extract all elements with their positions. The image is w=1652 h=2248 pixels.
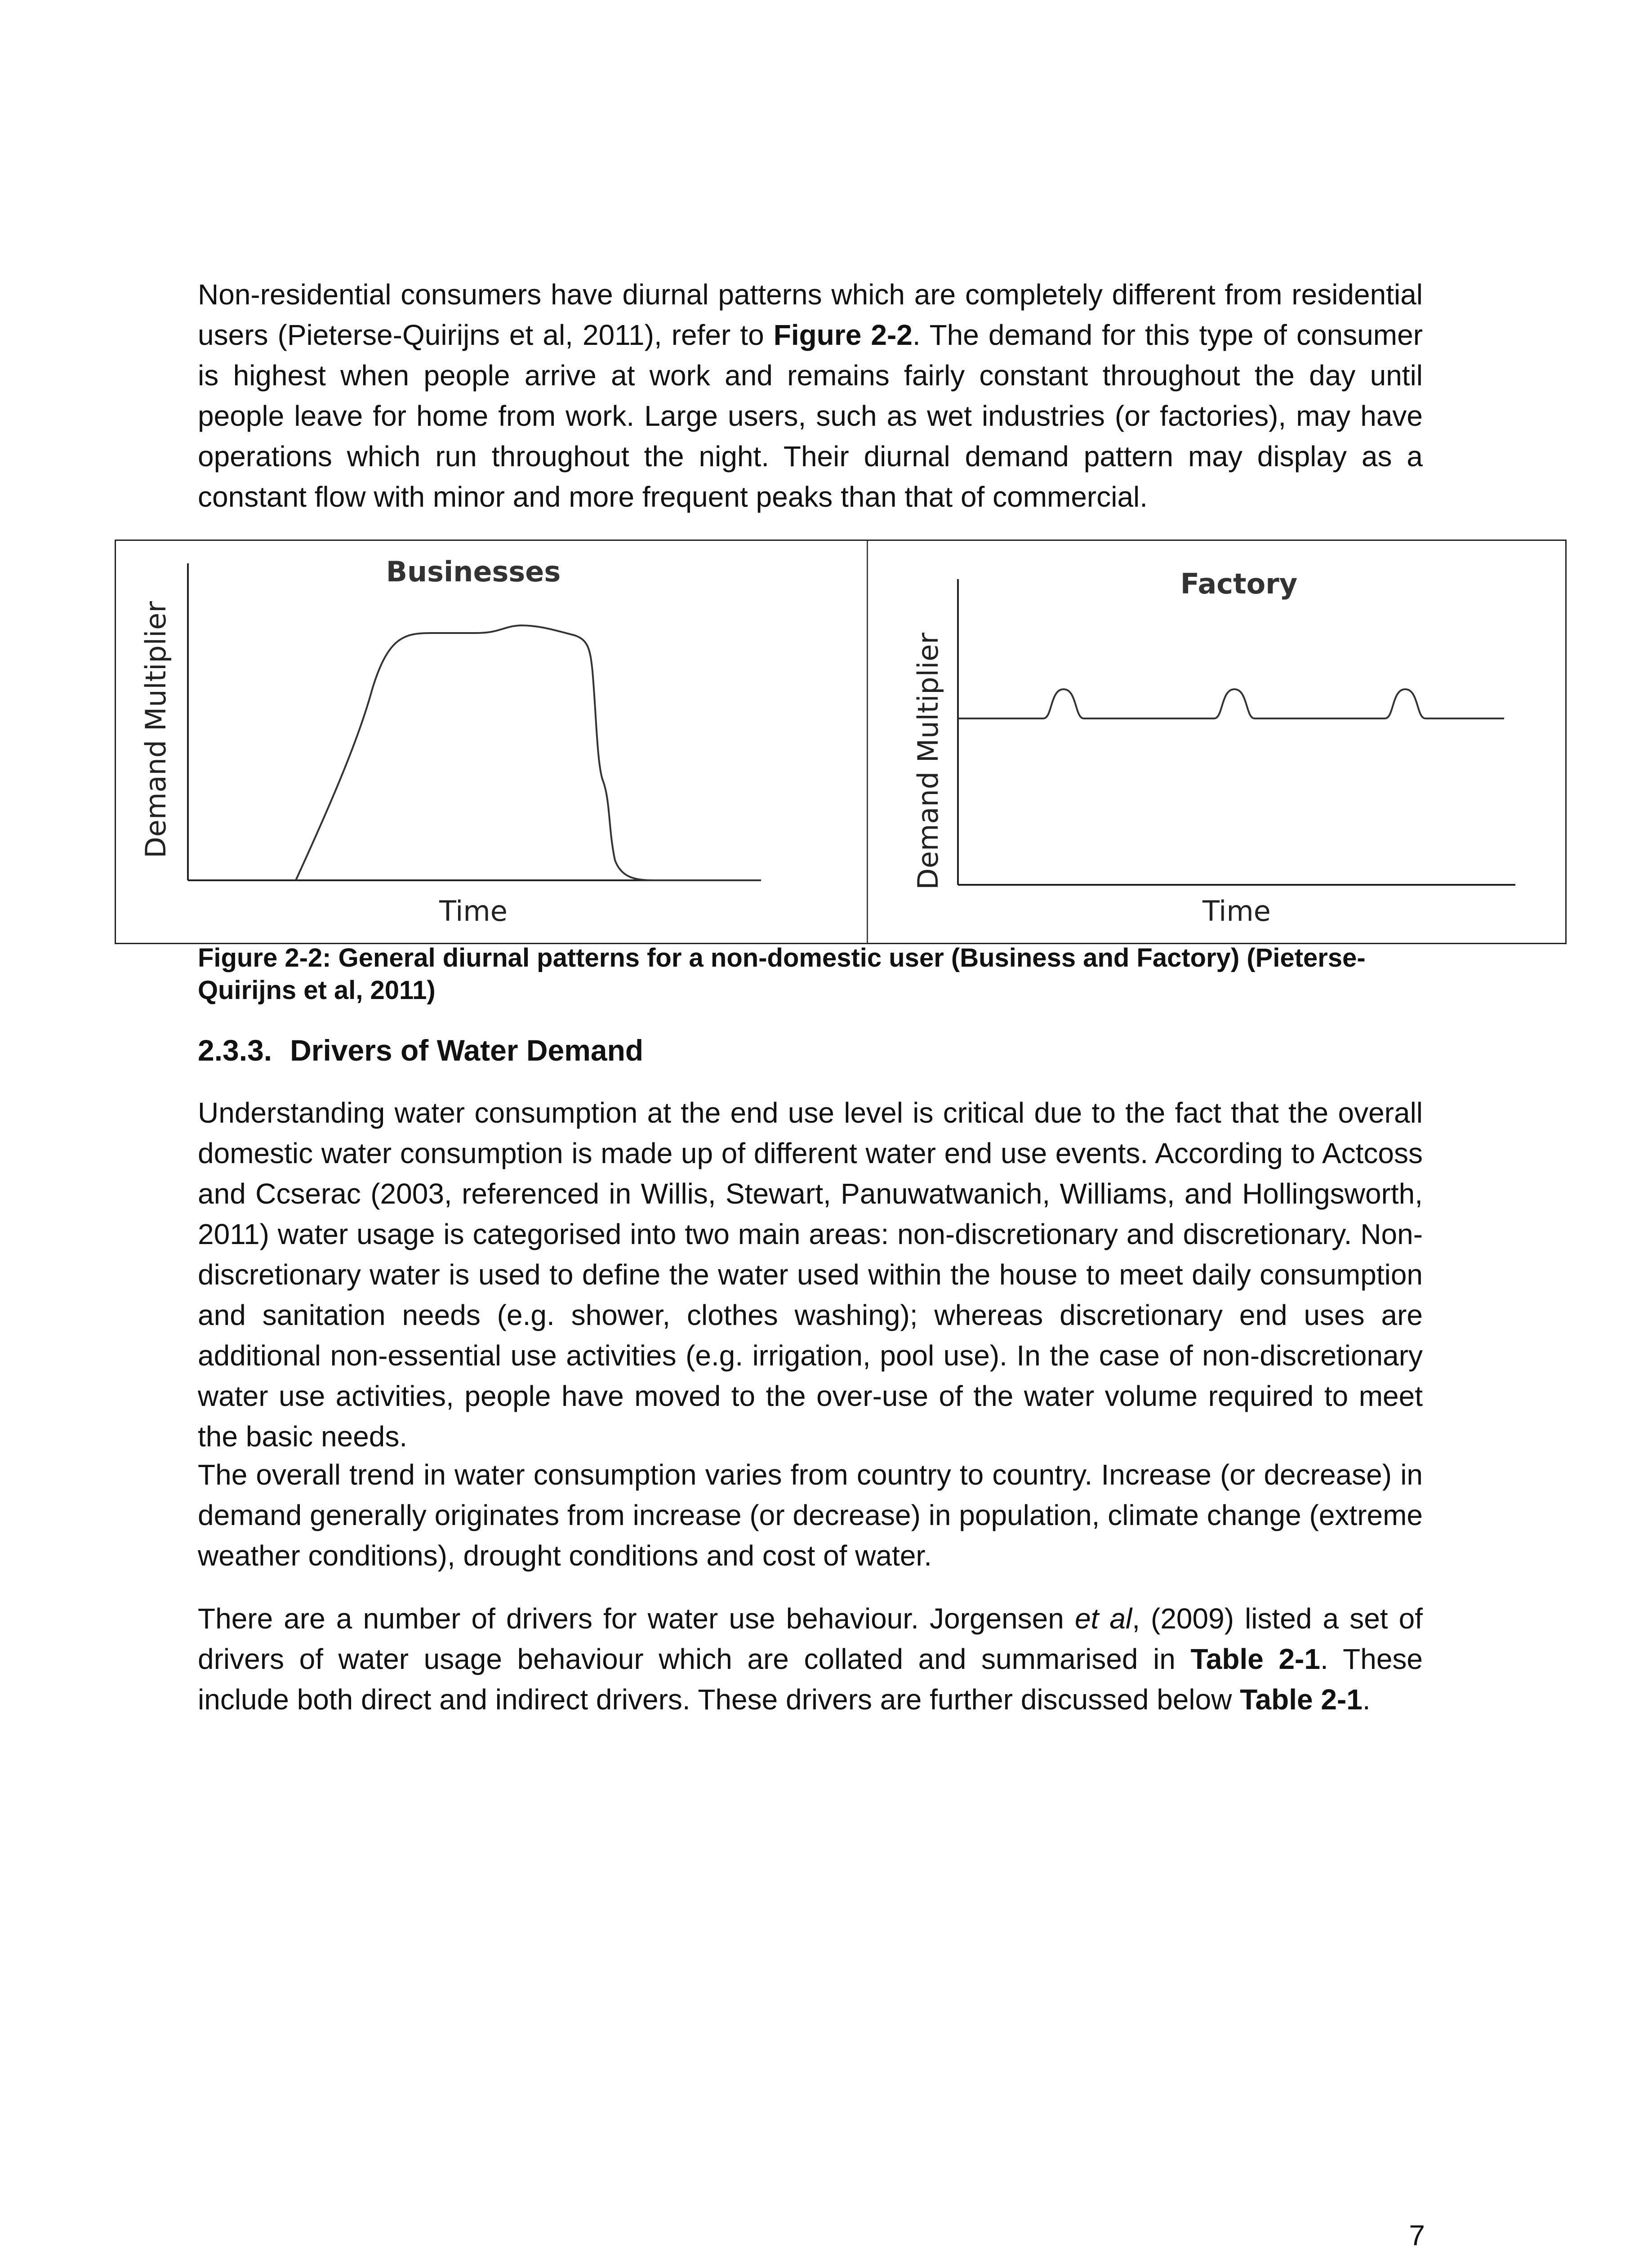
paragraph-trend: The overall trend in water consumption varies from country to country. Increase (or decrease) in demand generally originates from increase (or decrease) in population, climate change (extreme weather conditions), drought conditions and cost of water. <box>198 1459 1423 1572</box>
p1-figure-ref: Figure 2-2 <box>773 319 913 351</box>
figure-2-2 <box>115 540 1567 944</box>
factory-y-label: Demand Multiplier <box>912 633 944 890</box>
businesses-chart <box>116 541 867 943</box>
figure-caption: Figure 2-2: General diurnal patterns for a non-domestic user (Business and Factory) (Pieterse-Quirijns et al, 2011) <box>198 943 1366 1005</box>
factory-title: Factory <box>1180 567 1298 600</box>
p4-table-ref-2: Table 2-1 <box>1240 1683 1363 1716</box>
factory-x-label: Time <box>1202 895 1271 928</box>
factory-chart <box>868 541 1566 943</box>
factory-curve <box>958 689 1504 718</box>
factory-panel <box>868 541 1566 943</box>
p4-text-b: , (2009) listed a set of drivers of water usage behaviour which are collated and summarised in <box>198 1602 1423 1675</box>
p4-text-c: . These include both direct and indirect drivers. These drivers are further discussed below <box>198 1643 1423 1716</box>
businesses-y-label: Demand Multiplier <box>139 601 172 858</box>
p1-text-a: Non-residential consumers have diurnal patterns which are completely different from residential users (Pieterse-Quirijns et al, 2011), refer to <box>198 278 1423 351</box>
p4-table-ref-1: Table 2-1 <box>1190 1643 1320 1675</box>
p4-text-a: There are a number of drivers for water use behaviour. Jorgensen <box>198 1602 1075 1635</box>
businesses-x-label: Time <box>439 895 508 928</box>
section-heading <box>198 1033 643 1067</box>
businesses-title: Businesses <box>386 555 561 588</box>
businesses-curve <box>296 625 761 880</box>
p4-et-al: et al <box>1074 1602 1132 1635</box>
page-number: 7 <box>1409 2219 1425 2248</box>
p4-text-d: . <box>1362 1683 1371 1716</box>
section-number: 2.3.3. <box>198 1034 272 1067</box>
businesses-panel <box>116 541 867 943</box>
p1-text-b: . The demand for this type of consumer is highest when people arrive at work and remains fairly constant throughout the day until people leave for home from work. Large users, such as wet industries (or factories), may have operations which run throughout the night. Their diurnal demand pattern may display as a constant flow with minor and more frequent peaks than that of commercial. <box>198 319 1423 513</box>
paragraph-non-residential <box>198 274 1423 517</box>
paragraph-end-use: Understanding water consumption at the end use level is critical due to the fact that the overall domestic water consumption is made up of different water end use events. According to Actcoss and Ccserac (2003, referenced in Willis, Stewart, Panuwatwanich, Williams, and Hollingsworth, 2011) water usage is categorised into two main areas: non-discretionary and discretionary. Non-discretionary water is used to define the water used within the house to meet daily consumption and sanitation needs (e.g. shower, clothes washing); whereas discretionary end uses are additional non-essential use activities (e.g. irrigation, pool use). In the case of non-discretionary water use activities, people have moved to the over-use of the water volume required to meet the basic needs. <box>198 1097 1423 1453</box>
paragraph-drivers <box>198 1598 1423 1720</box>
section-title: Drivers of Water Demand <box>290 1034 644 1067</box>
